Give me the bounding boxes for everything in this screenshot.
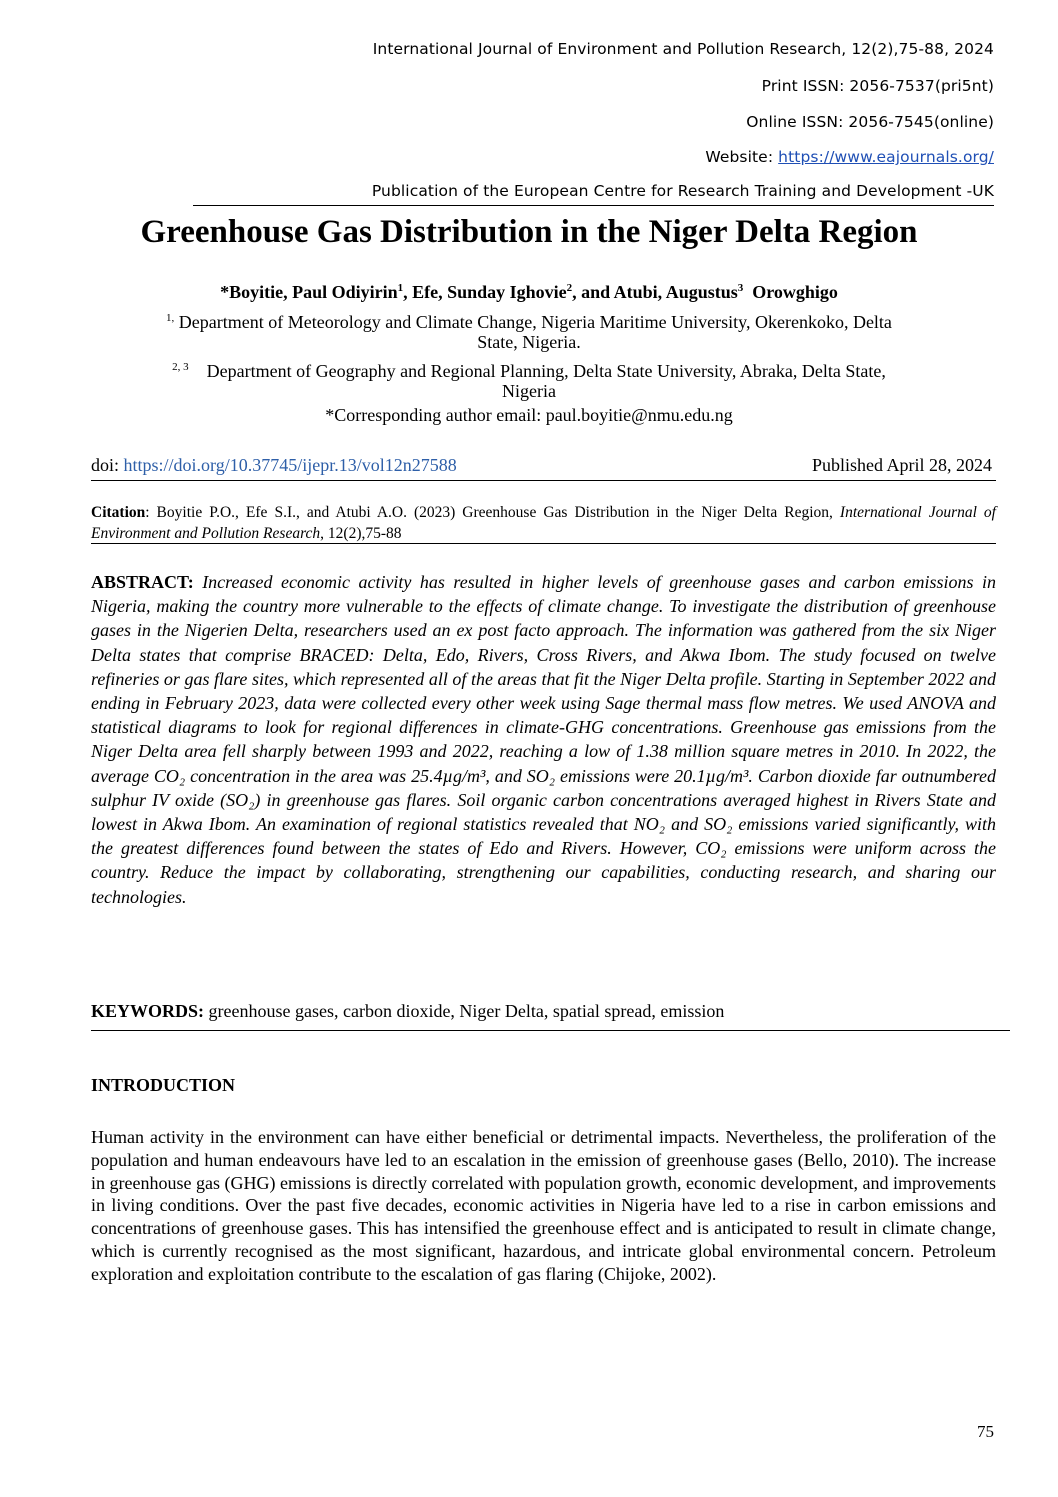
author-1: *Boyitie, Paul Odiyirin	[220, 282, 398, 302]
page-number: 75	[977, 1422, 994, 1441]
published-date: Published April 28, 2024	[811, 455, 992, 475]
affiliation-1-line-1: $^{1,}$ Department of Meteorology and Climate Change, Nigeria Maritime University, Okerenkoko, Delta	[166, 312, 892, 332]
author-2: , Efe, Sunday Ighovie	[403, 282, 567, 302]
paper-title: Greenhouse Gas Distribution in the Niger Delta Region	[140, 214, 918, 250]
affiliation-2-sup: 2, 3	[172, 361, 189, 373]
print-issn: Print ISSN: 2056-7537(pri5nt)	[761, 77, 994, 95]
affiliation-2-line-2: Nigeria	[502, 381, 556, 401]
online-issn: Online ISSN: 2056-7545(online)	[746, 113, 994, 131]
author-list	[0, 282, 1058, 303]
author-3-tail: Orowghigo	[752, 282, 838, 302]
introduction-heading: INTRODUCTION	[91, 1075, 236, 1095]
publisher-line: Publication of the European Centre for Research Training and Development -UK	[371, 182, 994, 200]
citation-text: : Boyitie P.O., Efe S.I., and Atubi A.O. (2023) Greenhouse Gas Distribution in the Niger Delta Region,	[145, 504, 840, 521]
corresponding-email: *Corresponding author email: paul.boyitie@nmu.edu.ng	[325, 405, 733, 425]
keywords-divider	[91, 1030, 1010, 1031]
doi-link[interactable]: https://doi.org/10.37745/ijepr.13/vol12n27588	[123, 455, 457, 475]
author-1-sup: 1	[397, 282, 404, 294]
website-link[interactable]: https://www.eajournals.org/	[778, 148, 994, 166]
author-3: , and Atubi, Augustus	[572, 282, 738, 302]
journal-line: International Journal of Environment and Pollution Research, 12(2),75-88, 2024	[372, 40, 994, 58]
citation-tail: , 12(2),75-88	[320, 525, 402, 542]
doi-label: doi:	[91, 455, 124, 475]
keywords-text: greenhouse gases, carbon dioxide, Niger Delta, spatial spread, emission	[204, 1001, 725, 1021]
doi-divider	[91, 480, 996, 481]
abstract-label: ABSTRACT:	[91, 572, 194, 592]
author-2-sup: 2	[566, 282, 573, 294]
citation	[91, 502, 996, 544]
header-divider	[193, 205, 994, 206]
keywords	[91, 1001, 724, 1022]
website-label: Website:	[705, 148, 779, 166]
abstract-text: Increased economic activity has resulted in higher levels of greenhouse gases and carbon emissions in Nigeria, making the country more vulnerable to the effects of climate change. To investigate the distribution of greenhouse gases in the Nigerien Delta, researchers used an ex post facto approach. The information was gathered from the six Niger Delta states that comprise BRACED: Delta, Edo, Rivers, Cross Rivers, and Akwa Ibom. The study focused on twelve refineries or gas flare sites, which represented all of the areas that fit the Niger Delta profile. Starting in September 2022 and ending in February 2023, data were collected every other week using Sage thermal mass flow metres. We used ANOVA and statistical diagrams to look for regional differences in climate-GHG concentrations. Greenhouse gas emissions from the Niger Delta area fell sharply between 1993 and 2022, reaching a low of 1.38 million square metres in 2010. In 2022, the average CO₂ concentration in the area was 25.4µg/m³, and SO₂ emissions were 20.1µg/m³. Carbon dioxide far outnumbered sulphur IV oxide (SO₂) in greenhouse gas flares. Soil organic carbon concentrations averaged highest in Rivers State and lowest in Akwa Ibom. An examination of regional statistics revealed that NO₂ and SO₂ emissions varied significantly, with the greatest differences found between the states of Edo and Rivers. However, CO₂ emissions were uniform across the country. Reduce the impact by collaborating, strengthening our capabilities, conducting research, and sharing our technologies.	[91, 572, 996, 907]
website-line	[705, 148, 994, 166]
affiliation-1-sup: 1,	[166, 312, 175, 324]
affiliation-2-line-1: $^{2, 3}$ Department of Geography and Regional Planning, Delta State University, Abraka, Delta State,	[172, 361, 886, 381]
citation-label: Citation	[91, 504, 146, 521]
citation-divider	[91, 543, 996, 544]
author-3-sup: 3	[737, 282, 744, 294]
doi-line	[91, 455, 457, 476]
introduction-paragraph: Human activity in the environment can have either beneficial or detrimental impacts. Nevertheless, the proliferation of the population and human endeavours have led to an escalation in the emission of greenhouse gases (Bello, 2010). The increase in greenhouse gas (GHG) emissions is directly correlated with population growth, economic development, and improvements in living conditions. Over the past five decades, economic activities in Nigeria have led to a rise in carbon emissions and concentrations of greenhouse gases. This has intensified the greenhouse effect and is anticipated to result in climate change, which is currently recognised as the most significant, hazardous, and intricate global environmental concern. Petroleum exploration and exploitation contribute to the escalation of gas flaring (Chijoke, 2002).	[91, 1127, 996, 1284]
abstract	[91, 570, 996, 909]
keywords-label: KEYWORDS:	[91, 1001, 205, 1021]
affiliation-1-line-2: State, Nigeria.	[477, 332, 581, 352]
citation-journal: International Journal of Environment and Pollution Research	[91, 504, 996, 542]
